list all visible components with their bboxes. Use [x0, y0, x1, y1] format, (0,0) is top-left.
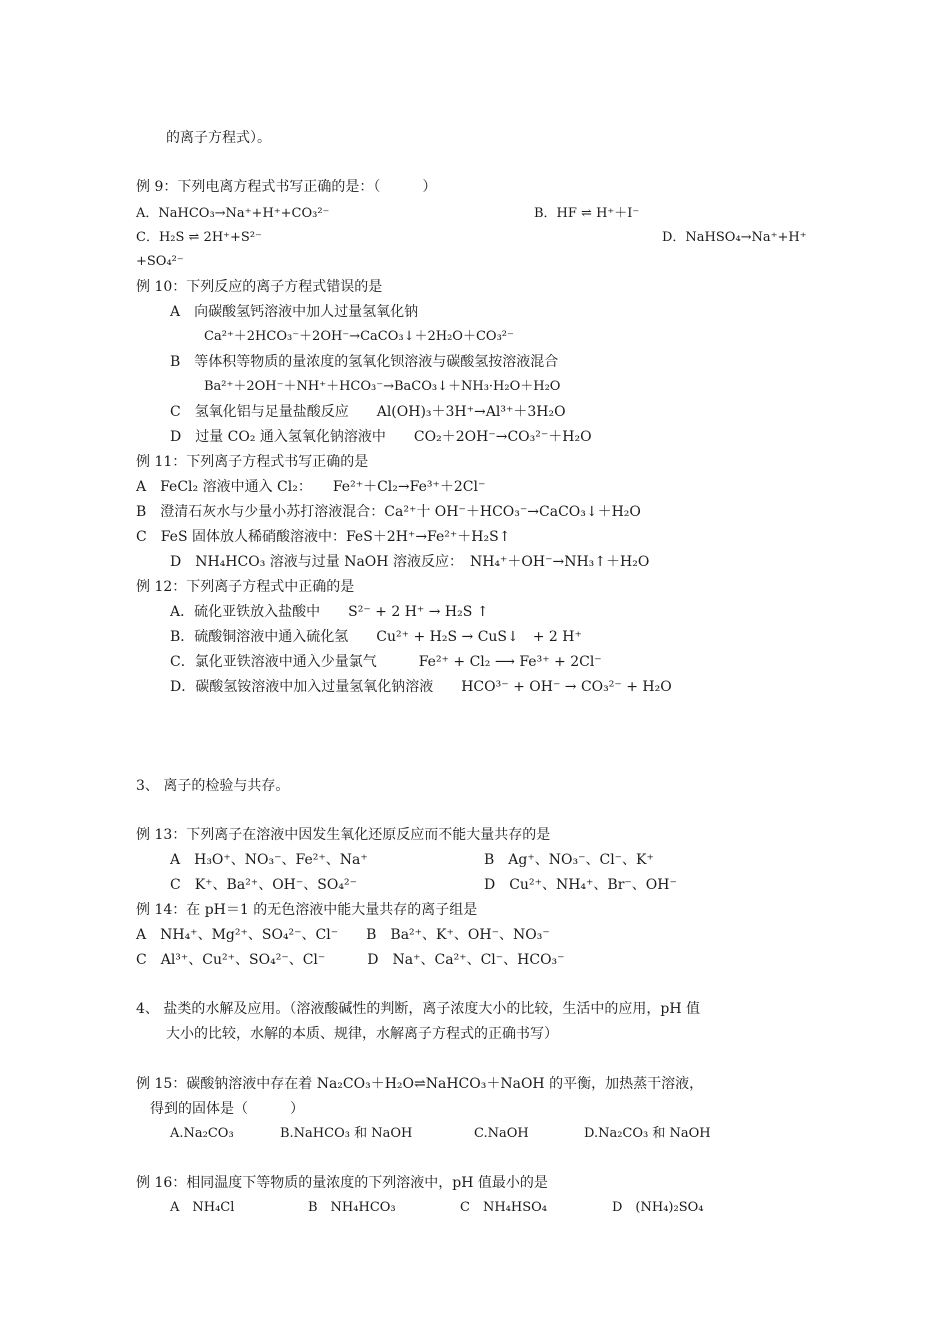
option-b: B．HF ⇌ H⁺＋I⁻ — [534, 206, 640, 221]
option-d: D．碳酸氢铵溶液中加入过量氢氧化钠溶液 HCO³⁻ + OH⁻ → CO₃²⁻ + H₂O — [170, 679, 672, 695]
section-heading-continued: 大小的比较，水解的本质、规律，水解离子方程式的正确书写） — [166, 1026, 558, 1042]
option-a: A FeCl₂ 溶液中通入 Cl₂： Fe²⁺＋Cl₂→Fe³⁺＋2Cl⁻ — [136, 479, 486, 495]
option-b: B．硫酸铜溶液中通入硫化氢 Cu²⁺ + H₂S → CuS↓ + 2 H⁺ — [170, 629, 582, 645]
option-d: D．NaHSO₄→Na⁺+H⁺ — [662, 230, 807, 245]
option-b: B NH₄HCO₃ — [308, 1200, 396, 1215]
question-16-stem: 例 16：相同温度下等物质的量浓度的下列溶液中，pH 值最小的是 — [136, 1175, 548, 1191]
option-d-continued: +SO₄²⁻ — [136, 254, 184, 269]
options-ab: A NH₄⁺、Mg²⁺、SO₄²⁻、Cl⁻ B Ba²⁺、K⁺、OH⁻、NO₃⁻ — [136, 927, 550, 943]
section-heading: 4、 盐类的水解及应用。（溶液酸碱性的判断，离子浓度大小的比较，生活中的应用，pH 值 — [136, 1001, 700, 1017]
option-b: B.NaHCO₃ 和 NaOH — [280, 1126, 413, 1141]
option-c: C K⁺、Ba²⁺、OH⁻、SO₄²⁻ — [170, 877, 357, 893]
option-c: C FeS 固体放人稀硝酸溶液中：FeS＋2H⁺→Fe²⁺＋H₂S↑ — [136, 529, 511, 545]
option-d: D 过量 CO₂ 通入氢氧化钠溶液中 CO₂＋2OH⁻→CO₃²⁻＋H₂O — [170, 429, 592, 445]
section-heading: 3、 离子的检验与共存。 — [136, 778, 290, 794]
question-15-stem: 例 15：碳酸钠溶液中存在着 Na₂CO₃＋H₂O⇌NaHCO₃＋NaOH 的平衡，加热蒸干溶液， — [136, 1076, 704, 1092]
option-b: B Ag⁺、NO₃⁻、Cl⁻、K⁺ — [484, 852, 654, 868]
option-c: C 氢氧化铝与足量盐酸反应 Al(OH)₃＋3H⁺→Al³⁺＋3H₂O — [170, 404, 566, 420]
option-d: D (NH₄)₂SO₄ — [612, 1200, 704, 1215]
option-c: C．氯化亚铁溶液中通入少量氯气 Fe²⁺ + Cl₂ ⟶ Fe³⁺ + 2Cl⁻ — [170, 654, 602, 670]
question-9-stem: 例 9：下列电离方程式书写正确的是：（ ） — [136, 179, 437, 195]
question-11-stem: 例 11：下列离子方程式书写正确的是 — [136, 454, 369, 470]
option-a: A.Na₂CO₃ — [170, 1126, 234, 1141]
option-b: B 澄清石灰水与少量小苏打溶液混合：Ca²⁺十 OH⁻＋HCO₃⁻→CaCO₃↓＋H₂O — [136, 504, 641, 520]
option-d: D.Na₂CO₃ 和 NaOH — [584, 1126, 711, 1141]
option-c: C NH₄HSO₄ — [460, 1200, 547, 1215]
question-15-stem-continued: 得到的固体是（ ） — [150, 1101, 304, 1117]
option-c: C.NaOH — [474, 1126, 529, 1141]
equation: Ca²⁺＋2HCO₃⁻＋2OH⁻→CaCO₃↓＋2H₂O＋CO₃²⁻ — [204, 329, 514, 344]
option-a: A．NaHCO₃→Na⁺+H⁺+CO₃²⁻ — [136, 206, 330, 221]
option-b: B 等体积等物质的量浓度的氢氧化钡溶液与碳酸氢按溶液混合 — [170, 354, 559, 370]
option-a: A．硫化亚铁放入盐酸中 S²⁻ + 2 H⁺ → H₂S ↑ — [170, 604, 489, 620]
option-a: A H₃O⁺、NO₃⁻、Fe²⁺、Na⁺ — [170, 852, 368, 868]
option-a: A 向碳酸氢钙溶液中加人过量氢氧化钠 — [170, 304, 419, 320]
question-12-stem: 例 12：下列离子方程式中正确的是 — [136, 579, 355, 595]
option-c: C．H₂S ⇌ 2H⁺+S²⁻ — [136, 230, 262, 245]
question-13-stem: 例 13：下列离子在溶液中因发生氧化还原反应而不能大量共存的是 — [136, 827, 551, 843]
question-14-stem: 例 14：在 pH＝1 的无色溶液中能大量共存的离子组是 — [136, 902, 478, 918]
text-line: 的离子方程式）。 — [166, 130, 271, 146]
options-cd: C Al³⁺、Cu²⁺、SO₄²⁻、Cl⁻ D Na⁺、Ca²⁺、Cl⁻、HCO₃⁻ — [136, 952, 565, 968]
question-10-stem: 例 10：下列反应的离子方程式错误的是 — [136, 279, 383, 295]
option-d: D Cu²⁺、NH₄⁺、Br⁻、OH⁻ — [484, 877, 677, 893]
option-a: A NH₄Cl — [170, 1200, 235, 1215]
equation: Ba²⁺＋2OH⁻＋NH⁺＋HCO₃⁻→BaCO₃↓＋NH₃·H₂O＋H₂O — [204, 379, 561, 394]
option-d: D NH₄HCO₃ 溶液与过量 NaOH 溶液反应： NH₄⁺＋OH⁻→NH₃↑＋H₂O — [170, 554, 650, 570]
